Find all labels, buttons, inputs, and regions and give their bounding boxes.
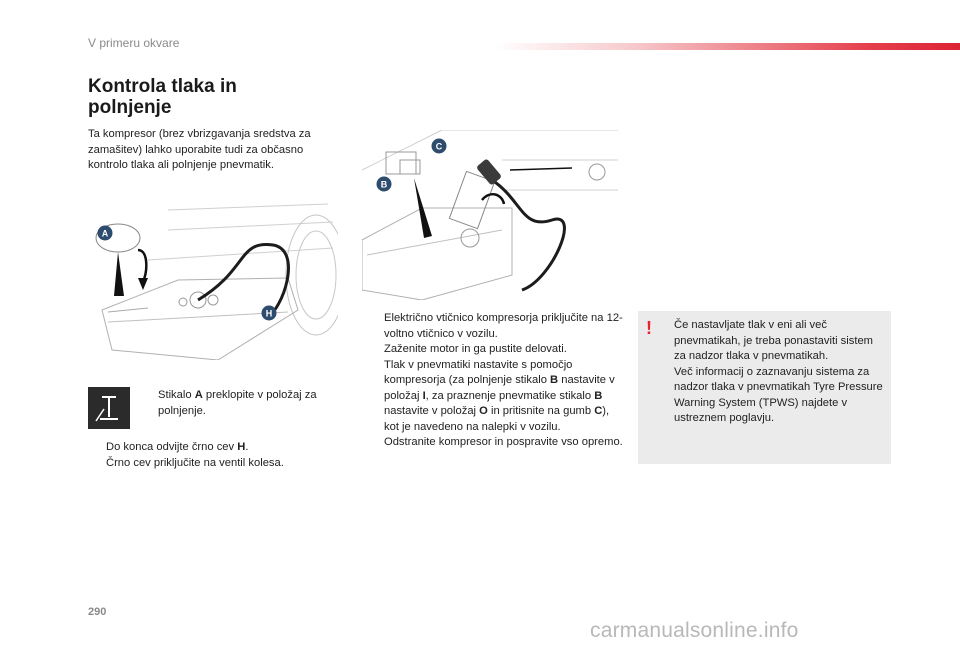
list-item: Do konca odvijte črno cev H. <box>106 441 249 453</box>
list-item: Črno cev priključite na ventil kolesa. <box>106 456 284 469</box>
callout-B-label: B <box>380 179 388 190</box>
note-text <box>674 318 886 427</box>
note-paragraph-1: Če nastavljate tlak v eni ali več pnevmatikah, je treba ponastaviti sistem za nadzor tlaka v pnevmatikah. <box>674 319 873 362</box>
callout-B <box>377 177 392 192</box>
header-accent-bar <box>495 43 960 50</box>
callout-C-label: C <box>435 141 443 152</box>
list-item: Stikalo A preklopite v položaj za polnjenje. <box>158 389 317 417</box>
list-item: Odstranite kompresor in pospravite vso opremo. <box>384 436 623 448</box>
section-title: V primeru okvare <box>88 36 180 50</box>
callout-A <box>98 226 113 241</box>
socket-illustration <box>362 130 618 300</box>
hose-step-list <box>88 440 338 471</box>
page-number: 290 <box>88 606 107 618</box>
callout-A-label: A <box>101 228 109 239</box>
switch-step-list <box>140 388 340 419</box>
page-heading <box>88 76 288 118</box>
list-item: Zaženite motor in ga pustite delovati. <box>384 343 567 355</box>
list-item: Električno vtičnico kompresorja priključite na 12-voltno vtičnico v vozilu. <box>384 312 623 340</box>
callout-H <box>262 306 277 321</box>
page-heading-line2: polnjenje <box>88 97 172 118</box>
page-heading-line1: Kontrola tlaka in <box>88 76 237 97</box>
warning-icon: ! <box>646 318 652 338</box>
callout-C <box>432 139 447 154</box>
compressor-illustration <box>88 200 338 360</box>
note-paragraph-2: Več informacij o zaznavanju sistema za nadzor tlaka v pnevmatikah Tyre Pressure Warning System (TPWS) najdete v ustreznem poglavju. <box>674 365 883 424</box>
switch-position-icon <box>88 387 130 429</box>
watermark: carmanualsonline.info <box>590 619 799 642</box>
callout-H-label: H <box>265 308 273 319</box>
list-item: Tlak v pnevmatiki nastavite s pomočjo kompresorja (za polnjenje stikalo B nastavite v položaj I, za praznenje pnevmatike stikalo B nastavite v položaj O in pritisnite na gumb C), kot je navedeno na nalepki v vozilu. <box>384 358 615 433</box>
main-step-list <box>366 311 624 451</box>
intro-paragraph: Ta kompresor (brez vbrizgavanja sredstva za zamašitev) lahko uporabite tudi za občasno kontrolo tlaka ali polnjenje pnevmatik. <box>88 128 311 171</box>
